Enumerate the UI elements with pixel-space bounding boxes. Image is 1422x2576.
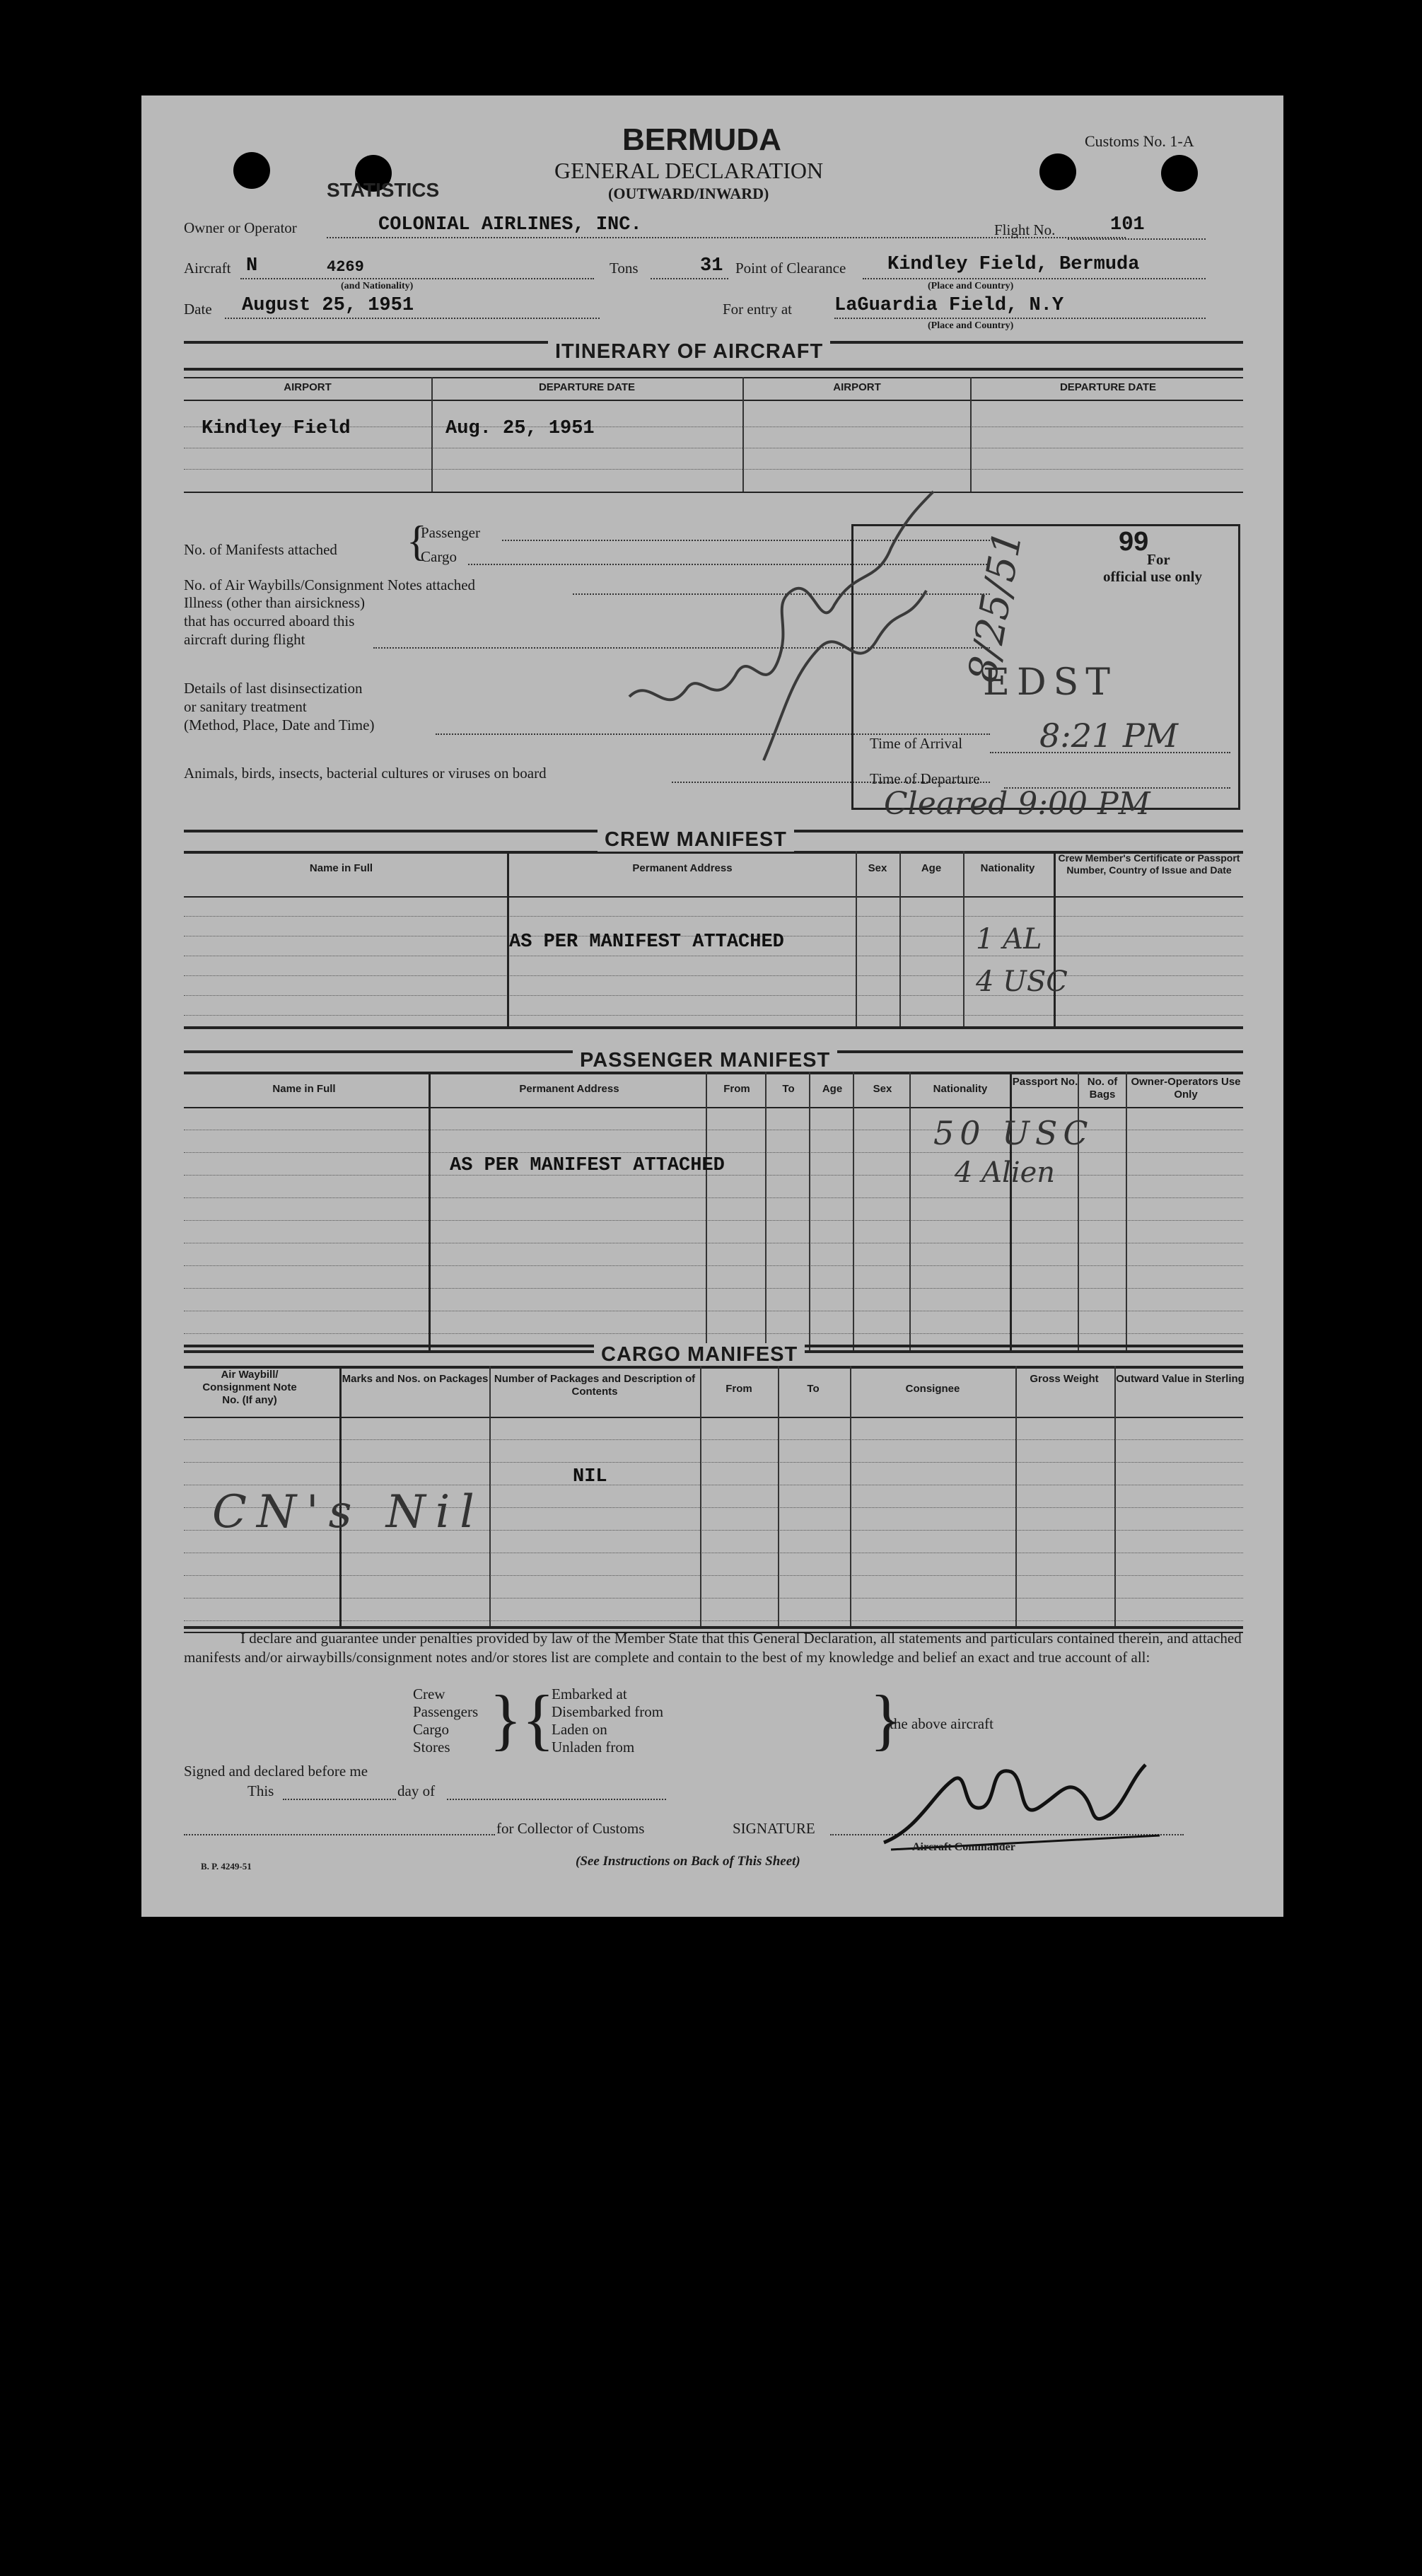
passenger-hand-2: 4 Alien (955, 1156, 1056, 1189)
form-subtitle-direction: (OUTWARD/INWARD) (608, 185, 769, 202)
passenger-col-from: From (723, 1083, 750, 1095)
entry-note: (Place and Country) (928, 320, 1014, 331)
passenger-col-passport: Passport No. (1012, 1076, 1078, 1088)
list-stores: Stores (413, 1739, 450, 1756)
brace-icon: }{ (489, 1681, 555, 1757)
flight-label: Flight No. (994, 221, 1056, 238)
list-embarked: Embarked at (552, 1686, 627, 1702)
cargo-col-weight: Gross Weight (1030, 1373, 1099, 1385)
date-label: Date (184, 301, 212, 318)
passenger-col-age: Age (822, 1083, 843, 1095)
handwritten-edst: EDST (983, 661, 1117, 704)
crew-col-sex: Sex (868, 862, 887, 874)
signature-label: SIGNATURE (733, 1820, 815, 1837)
officer-initials-signature (608, 463, 1004, 859)
itinerary-title: ITINERARY OF AIRCRAFT (548, 340, 830, 364)
cargo-hand: CN's Nil (212, 1486, 484, 1538)
crew-hand-2: 4 USC (976, 965, 1068, 998)
list-crew: Crew (413, 1686, 445, 1702)
brace-icon: } (870, 1681, 903, 1757)
departure-label: Time of Departure (870, 770, 980, 787)
itinerary-col-airport-2: AIRPORT (833, 381, 881, 393)
disinsect-label-2: or sanitary treatment (184, 698, 307, 715)
aircraft-prefix: N (246, 255, 258, 277)
cargo-col-to: To (807, 1383, 820, 1395)
entry-label: For entry at (723, 301, 792, 318)
punch-hole (1161, 155, 1198, 192)
arrival-label: Time of Arrival (870, 735, 963, 752)
commander-label: Aircraft Commander (912, 1841, 1015, 1853)
form-title: BERMUDA (622, 122, 781, 157)
form-subtitle: GENERAL DECLARATION (554, 158, 824, 183)
passenger-col-owner-use: Owner-Operators Use Only (1131, 1076, 1241, 1101)
statistics-stamp: STATISTICS (327, 179, 440, 201)
itinerary-col-airport-1: AIRPORT (284, 381, 332, 393)
brace-icon: { (407, 518, 427, 564)
passenger-col-address: Permanent Address (519, 1083, 619, 1095)
crew-col-age: Age (921, 862, 942, 874)
day-label: day of (397, 1782, 436, 1799)
clearance-value: Kindley Field, Bermuda (887, 254, 1140, 275)
signed-label: Signed and declared before me (184, 1763, 368, 1780)
cargo-col-marks: Marks and Nos. on Packages (342, 1373, 489, 1385)
passenger-col-sex: Sex (873, 1083, 892, 1095)
date-value: August 25, 1951 (242, 295, 414, 316)
itinerary-row1-date: Aug. 25, 1951 (445, 418, 595, 439)
declaration-form (141, 95, 1283, 1917)
customs-number: Customs No. 1-A (1085, 132, 1194, 150)
passenger-col-bags: No. of Bags (1087, 1076, 1118, 1101)
crew-col-name: Name in Full (309, 862, 373, 874)
crew-hand-1: 1 AL (976, 923, 1042, 956)
this-label: This (247, 1782, 274, 1799)
crew-body: AS PER MANIFEST ATTACHED (509, 932, 784, 953)
list-passengers: Passengers (413, 1703, 479, 1720)
illness-label-2: that has occurred aboard this (184, 613, 355, 630)
tons-value: 31 (700, 255, 723, 277)
crew-col-nationality: Nationality (980, 862, 1035, 874)
illness-label-1: Illness (other than airsickness) (184, 594, 366, 611)
owner-label: Owner or Operator (184, 219, 297, 236)
cargo-col-description: Number of Packages and Description of Contents (494, 1373, 696, 1398)
passenger-col-nationality: Nationality (933, 1083, 988, 1095)
arrival-value: 8:21 PM (1039, 716, 1178, 755)
itinerary-row1-airport: Kindley Field (202, 418, 351, 439)
clearance-label: Point of Clearance (735, 260, 846, 277)
punch-hole (1039, 153, 1076, 190)
owner-value: COLONIAL AIRLINES, INC. (378, 214, 642, 236)
cargo-body: NIL (573, 1466, 607, 1487)
entry-value: LaGuardia Field, N.Y (834, 295, 1064, 316)
list-laden: Laden on (552, 1721, 607, 1738)
tons-label: Tons (610, 260, 639, 277)
crew-title: CREW MANIFEST (598, 828, 794, 852)
passenger-col-name: Name in Full (272, 1083, 336, 1095)
cargo-count-label: Cargo (421, 548, 457, 565)
crew-col-address: Permanent Address (632, 862, 733, 874)
list-cargo: Cargo (413, 1721, 449, 1738)
waybills-label: No. of Air Waybills/Consignment Notes attached (184, 576, 476, 593)
aircraft-label: Aircraft (184, 260, 231, 277)
instructions-note: (See Instructions on Back of This Sheet) (576, 1854, 800, 1869)
passenger-hand-1: 50 USC (933, 1114, 1094, 1152)
cargo-col-waybill: Air Waybill/ Consignment Note No. (If any) (202, 1369, 297, 1406)
itinerary-col-date-2: DEPARTURE DATE (1059, 381, 1157, 393)
manifests-attached-label: No. of Manifests attached (184, 541, 337, 558)
disinsect-label-1: Details of last disinsectization (184, 680, 363, 697)
cargo-col-from: From (725, 1383, 752, 1395)
official-number: 99 (1119, 527, 1149, 557)
official-for-label: For (1147, 551, 1170, 568)
cargo-col-value: Outward Value in Sterling (1116, 1373, 1245, 1385)
aircraft-value: 4269 (327, 258, 364, 276)
clearance-note: (Place and Country) (928, 281, 1014, 291)
cargo-title: CARGO MANIFEST (594, 1343, 805, 1367)
passenger-col-to: To (782, 1083, 795, 1095)
above-aircraft: the above aircraft (890, 1715, 993, 1732)
animals-label: Animals, birds, insects, bacterial cultures or viruses on board (184, 765, 547, 782)
list-unladen: Unladen from (552, 1739, 635, 1756)
passenger-title: PASSENGER MANIFEST (573, 1049, 837, 1072)
flight-value: 101 (1110, 214, 1145, 236)
collector-label: for Collector of Customs (496, 1820, 645, 1837)
declaration-text: I declare and guarantee under penalties provided by law of the Member State that this General Declaration, all statements and particulars contained therein, and attached manifests and/or airwaybills/consignment notes and/or stores list are complete and contain to the best of my knowledge and belief an exact and true account of all: (184, 1630, 1242, 1666)
cleared-note: Cleared 9:00 PM (884, 786, 1150, 822)
disinsect-label-3: (Method, Place, Date and Time) (184, 716, 375, 733)
crew-col-certificate: Crew Member's Certificate or Passport Number, Country of Issue and Date (1058, 852, 1240, 876)
cargo-col-consignee: Consignee (905, 1383, 960, 1395)
passenger-count-label: Passenger (421, 524, 480, 541)
illness-label-3: aircraft during flight (184, 631, 305, 648)
list-disembarked: Disembarked from (552, 1703, 664, 1720)
punch-hole (233, 152, 270, 189)
passenger-body: AS PER MANIFEST ATTACHED (450, 1155, 725, 1176)
aircraft-note: (and Nationality) (341, 281, 414, 291)
form-number: B. P. 4249-51 (201, 1861, 252, 1872)
handwritten-date: 8/25/51 (960, 527, 1032, 686)
itinerary-col-date-1: DEPARTURE DATE (538, 381, 636, 393)
official-use-label: official use only (1103, 568, 1202, 585)
